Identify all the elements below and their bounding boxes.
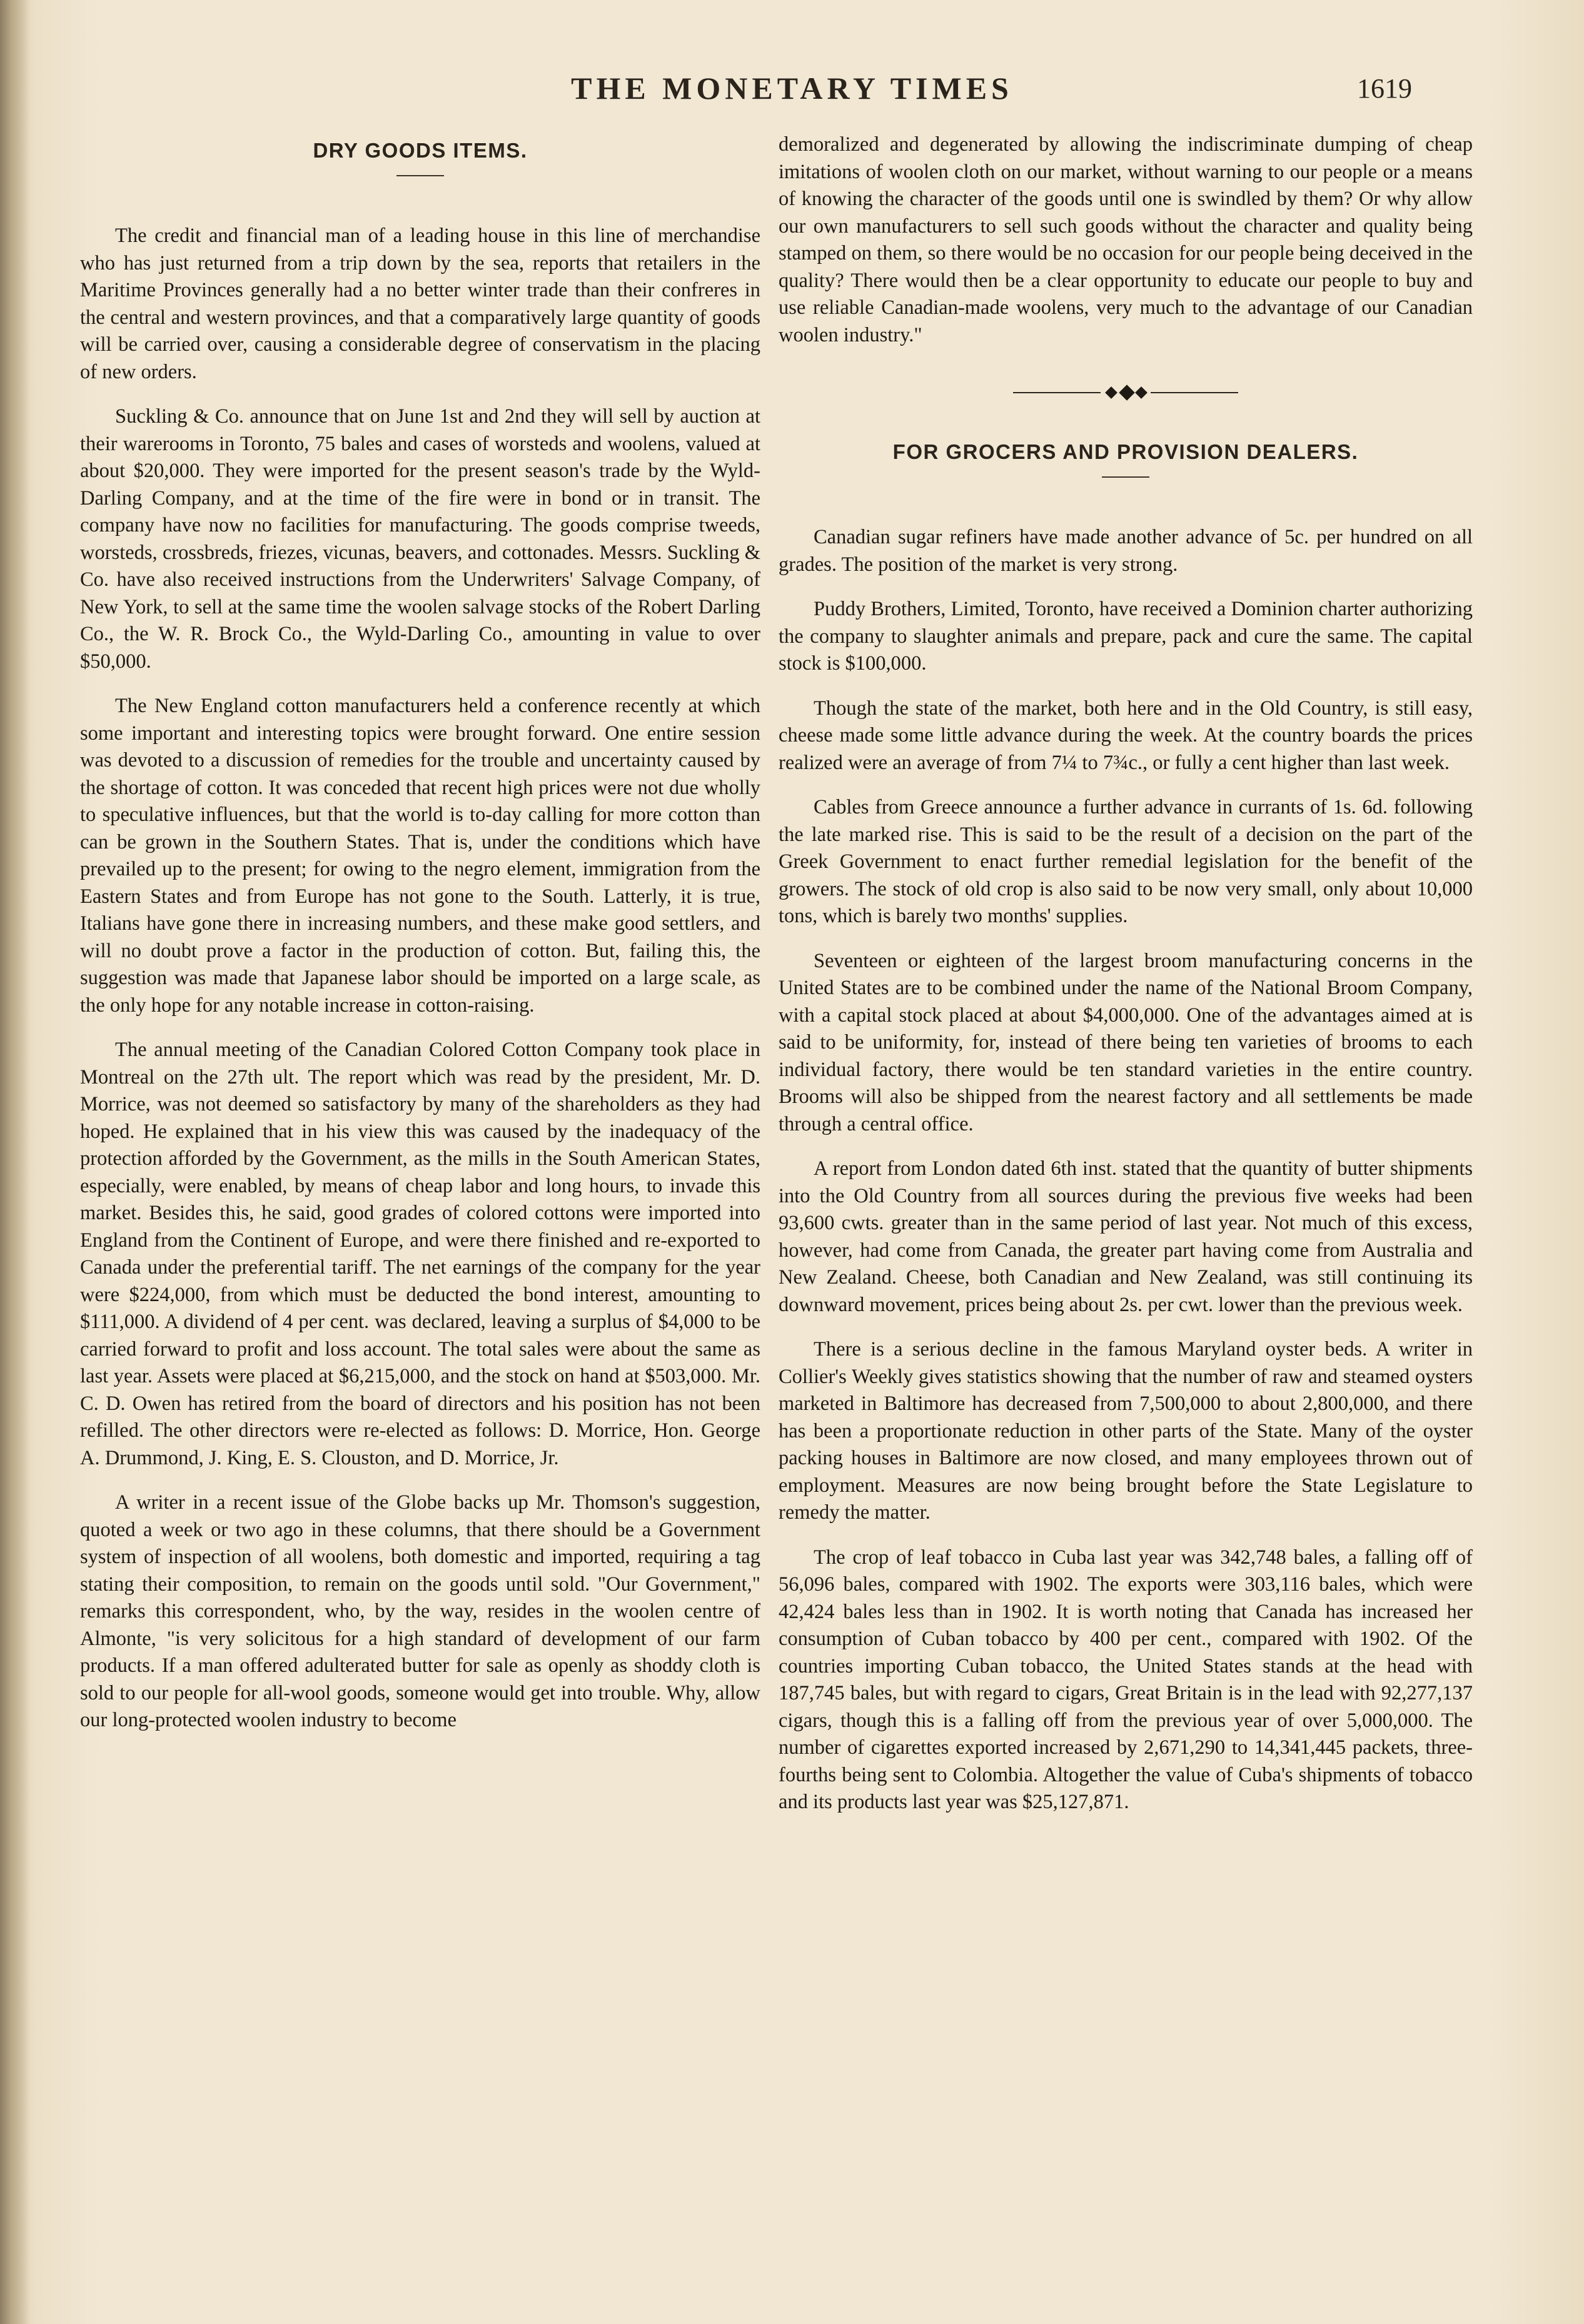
divider-line <box>1151 392 1238 393</box>
title-rule <box>396 175 444 176</box>
masthead: THE MONETARY TIMES <box>571 71 1013 106</box>
article-paragraph: Puddy Brothers, Limited, Toronto, have received a Dominion charter authorizing the company to slaughter animals and prepare, pack and cure the same. The capital stock is $100,000. <box>779 598 1473 675</box>
left-column <box>80 131 760 1752</box>
title-rule <box>1102 476 1149 478</box>
section-divider-ornament <box>1013 386 1238 399</box>
article-paragraph: Cables from Greece announce a further advance in currants of 1s. 6d. following the late marked rise. This is said to be the result of a decision on the part of the Greek Government to enact further remedial legislation for the benefit of the growers. The stock of old crop is also said to be now very small, only about 10,000 tons, which is barely two months' supplies. <box>779 796 1473 927</box>
page-number: 1619 <box>1357 73 1412 104</box>
article-paragraph: The credit and financial man of a leading house in this line of merchandise who has just returned from a trip down by the sea, reports that retailers in the Maritime Provinces generally had a no better winter trade than their confreres in the central and western provinces, and that a comparatively large quantity of goods will be carried over, causing a considerable degree of conservatism in the placing of new orders. <box>80 224 760 383</box>
article-paragraph: A report from London dated 6th inst. stated that the quantity of butter shipments into the Old Country from all sources during the previous five weeks had been 93,600 cwts. greater than in the same period of last year. Not much of this excess, however, had come from Canada, the greater part having come from Australia and New Zealand. Cheese, both Canadian and New Zealand, was still continuing its downward movement, prices being about 2s. per cwt. lower than the previous week. <box>779 1157 1473 1316</box>
article-paragraph: The New England cotton manufacturers held a conference recently at which some important and interesting topics were brought forward. One entire session was devoted to a discussion of remedies for the trouble and uncertainty caused by the shortage of cotton. It was conceded that recent high prices were not due wholly to speculative influences, but that the world is to-day calling for more cotton than can be grown in the Southern States. That is, under the conditions which have prevailed up to the present; for owing to the negro element, immigration from the Eastern States and from Europe has not gone to the South. Latterly, it is true, Italians have gone there in increasing numbers, and these make good settlers, and will no doubt prove a factor in the production of cotton. But, failing this, the suggestion was made that Japanese labor should be imported on a large scale, as the only hope for any notable increase in cotton-raising. <box>80 695 760 1017</box>
page-header <box>0 70 1584 114</box>
article-paragraph: The annual meeting of the Canadian Colored Cotton Company took place in Montreal on the 27th ult. The report which was read by the president, Mr. D. Morrice, was not deemed so satisfactory by many of the shareholders as they had hoped. He explained that in his view this was caused by the inadequacy of the protection afforded by the Government, as the mills in the South American States, especially, were enabled, by means of cheap labor and long hours, to invade this market. Besides this, he said, good grades of colored cottons were imported into England from the Continent of Europe, and were there finished and re-exported to Canada under the preferential tariff. The net earnings of the company for the year were $224,000, from which must be deducted the bond interest, amounting to $111,000. A dividend of 4 per cent. was declared, leaving a surplus of $4,000 to be carried forward to profit and loss account. The total sales were about the same as last year. Assets were placed at $6,215,000, and the stock on hand at $503,000. Mr. C. D. Owen has retired from the board of directors and his position has not been refilled. The other directors were re-elected as follows: D. Morrice, Hon. George A. Drummond, J. King, E. S. Clouston, and D. Morrice, Jr. <box>80 1039 760 1469</box>
section-title-grocers: FOR GROCERS AND PROVISION DEALERS. <box>892 440 1359 463</box>
article-paragraph: Suckling & Co. announce that on June 1st and 2nd they will sell by auction at their warerooms in Toronto, 75 bales and cases of worsteds and woolens, valued at about $20,000. They were imported for the present season's trade by the Wyld-Darling Company, and at the time of the fire were in bond or in transit. The company have now no facilities for manufacturing. The goods comprise tweeds, worsteds, crossbreds, friezes, vicunas, beavers, and cottonades. Messrs. Suckling & Co. have also received instructions from the Underwriters' Salvage Company, of New York, to sell at the same time the woolen salvage stocks of the Robert Darling Co., the W. R. Brock Co., the Wyld-Darling Co., amounting in value to over $50,000. <box>80 405 760 673</box>
article-paragraph: A writer in a recent issue of the Globe backs up Mr. Thomson's suggestion, quoted a week or two ago in these columns, that there should be a Government system of inspection of all woolens, both domestic and imported, requiring a tag stating their composition, to remain on the goods until sold. "Our Government," remarks this correspondent, who, by the way, resides in the woolen centre of Almonte, "is very solicitous for a high standard of development of our farm products. If a man offered adulterated butter for sale as openly as shoddy cloth is sold to our people for all-wool goods, someone would get into trouble. Why, allow our long-protected woolen industry to become <box>80 1491 760 1731</box>
right-column <box>779 131 1473 1834</box>
article-paragraph: The crop of leaf tobacco in Cuba last year was 342,748 bales, a falling off of 56,096 bales, compared with 1902. The exports were 303,116 bales, which were 42,424 bales less than in 1902. It is worth noting that Canada has increased her consumption of Cuban tobacco by 400 per cent., compared with 1902. Of the countries importing Cuban tobacco, the United States stands at the head with 187,745 bales, but with regard to cigars, Great Britain is in the lead with 92,277,137 cigars, though this is a falling off from the previous year of over 5,000,000. The number of cigarettes exported increased by 2,671,290 to 14,341,445 packets, three-fourths being sent to Colombia. Altogether the value of Cuba's shipments of tobacco and its products last year was $25,127,871. <box>779 1546 1473 1813</box>
divider-diamond <box>1119 385 1134 400</box>
divider-diamond <box>1135 386 1148 399</box>
binding-gutter <box>0 0 30 2324</box>
divider-diamond <box>1105 386 1117 399</box>
article-continuation: demoralized and degenerated by allowing the indiscriminate dumping of cheap imitations of woolen cloth on our market, without warning to our people or a means of knowing the character of the goods until one is swindled by them? Or why allow our own manufacturers to sell such goods without the character and quality being stamped on them, so there would be no occasion for our people being deceived in the quality? There would then be a clear opportunity to educate our people to buy and use reliable Canadian-made woolens, very much to the advantage of our Canadian woolen industry." <box>779 133 1473 346</box>
section-title-dry-goods: DRY GOODS ITEMS. <box>313 139 528 162</box>
article-paragraph: Seventeen or eighteen of the largest broom manufacturing concerns in the United States are to be combined under the name of the National Broom Company, with a capital stock placed at about $4,000,000. One of the advantages aimed at is said to be uniformity, for, instead of there being ten varieties of brooms to each individual factory, there would be ten standard varieties in the entire country. Brooms will also be shipped from the nearest factory and all settlements be made through a central office. <box>779 949 1473 1135</box>
article-paragraph: Canadian sugar refiners have made another advance of 5c. per hundred on all grades. The position of the market is very strong. <box>779 526 1473 576</box>
article-paragraph: Though the state of the market, both here and in the Old Country, is still easy, cheese made some little advance during the week. At the country boards the prices realized were an average of from 7¼ to 7¾c., or fully a cent higher than last week. <box>779 697 1473 774</box>
divider-line <box>1013 392 1101 393</box>
article-paragraph: There is a serious decline in the famous Maryland oyster beds. A writer in Collier's Weekly gives statistics showing that the number of raw and steamed oysters marketed in Baltimore has decreased from 7,500,000 to about 2,800,000, and there has been a proportionate reduction in other parts of the State. Many of the oyster packing houses in Baltimore are now closed, and many employees thrown out of employment. Measures are now being brought before the State Legislature to remedy the matter. <box>779 1338 1473 1524</box>
